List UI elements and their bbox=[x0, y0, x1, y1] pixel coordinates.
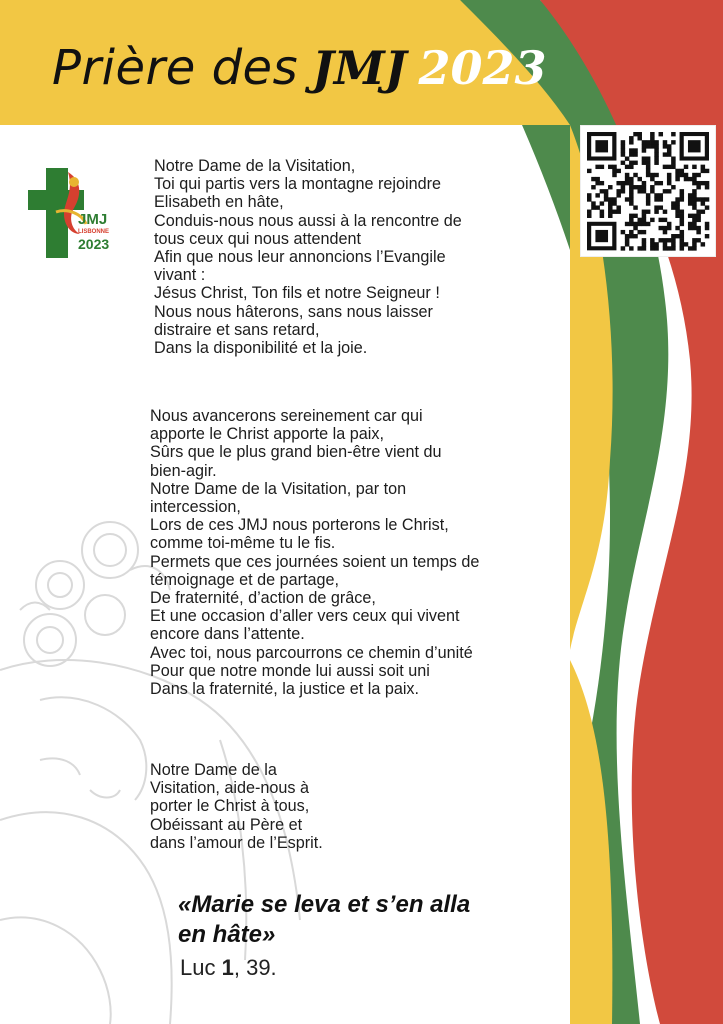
jmj-logo bbox=[28, 168, 118, 263]
prayer-line: vivant : bbox=[154, 266, 206, 285]
qr-code-icon bbox=[581, 126, 715, 256]
prayer-line: Toi qui partis vers la montagne rejoindre bbox=[154, 175, 442, 194]
prayer-line: Sûrs que le plus grand bien-être vient du bbox=[150, 443, 442, 462]
prayer-line: Nous nous hâterons, sans nous laisser bbox=[154, 302, 433, 321]
prayer-line: intercession, bbox=[150, 498, 241, 517]
prayer-stanza-2 bbox=[150, 407, 479, 698]
prayer-line: Elisabeth en hâte, bbox=[154, 193, 284, 212]
logo-text-city: LISBONNE bbox=[78, 229, 110, 235]
prayer-line: Dans la disponibilité et la joie. bbox=[154, 339, 368, 358]
prayer-line: témoignage et de partage, bbox=[150, 570, 339, 589]
title-jmj: JMJ bbox=[312, 41, 407, 95]
prayer-line: Obéissant au Père et bbox=[150, 815, 303, 834]
prayer-line: Jésus Christ, Ton fils et notre Seigneur ! bbox=[154, 284, 440, 303]
logo-text-year: 2023 bbox=[78, 236, 110, 252]
prayer-line: tous ceux qui nous attendent bbox=[154, 229, 361, 248]
prayer-line: distraire et sans retard, bbox=[154, 320, 320, 339]
prayer-line: Afin que nous leur annoncions l’Evangile bbox=[154, 248, 446, 267]
prayer-line: Pour que notre monde lui aussi soit uni bbox=[150, 661, 430, 680]
ref-verse: , 39. bbox=[233, 955, 277, 980]
quote-line: «Marie se leva et s’en alla bbox=[178, 891, 471, 918]
bible-quote bbox=[178, 890, 470, 950]
prayer-line: Permets que ces journées soient un temps de bbox=[150, 552, 480, 571]
prayer-line: porter le Christ à tous, bbox=[150, 797, 310, 816]
prayer-line: dans l’amour de l’Esprit. bbox=[150, 833, 323, 852]
prayer-line: De fraternité, d’action de grâce, bbox=[150, 589, 376, 608]
prayer-line: Notre Dame de la Visitation, par ton bbox=[150, 479, 407, 498]
logo-text-jmj: JMJ bbox=[78, 211, 108, 228]
prayer-line: Notre Dame de la bbox=[150, 761, 277, 779]
ref-chapter: 1 bbox=[221, 955, 234, 980]
prayer-stanza-3 bbox=[150, 761, 323, 852]
prayer-line: Avec toi, nous parcourrons ce chemin d’unité bbox=[150, 643, 473, 662]
prayer-line: bien-agir. bbox=[150, 461, 217, 480]
prayer-line: apporte le Christ apporte la paix, bbox=[150, 425, 384, 444]
prayer-line: Conduis-nous nous aussi à la rencontre de bbox=[154, 211, 462, 230]
title-year: 2023 bbox=[418, 41, 547, 95]
prayer-line: Visitation, aide-nous à bbox=[150, 779, 309, 798]
qr-code[interactable] bbox=[580, 125, 716, 257]
quote-line: en hâte» bbox=[178, 921, 276, 948]
prayer-line: encore dans l’attente. bbox=[150, 625, 305, 644]
prayer-line: Notre Dame de la Visitation, bbox=[154, 157, 356, 175]
title-prefix: Prière des bbox=[52, 40, 299, 96]
bible-reference bbox=[180, 955, 277, 981]
prayer-line: comme toi-même tu le fis. bbox=[150, 534, 336, 553]
ref-book: Luc bbox=[180, 955, 216, 980]
page-title bbox=[52, 40, 547, 120]
prayer-line: Et une occasion d’aller vers ceux qui vivent bbox=[150, 607, 460, 626]
prayer-line: Nous avancerons sereinement car qui bbox=[150, 407, 423, 425]
prayer-stanza-1 bbox=[154, 157, 462, 357]
prayer-line: Dans la fraternité, la justice et la paix. bbox=[150, 680, 420, 699]
prayer-line: Lors de ces JMJ nous porterons le Christ, bbox=[150, 516, 449, 535]
